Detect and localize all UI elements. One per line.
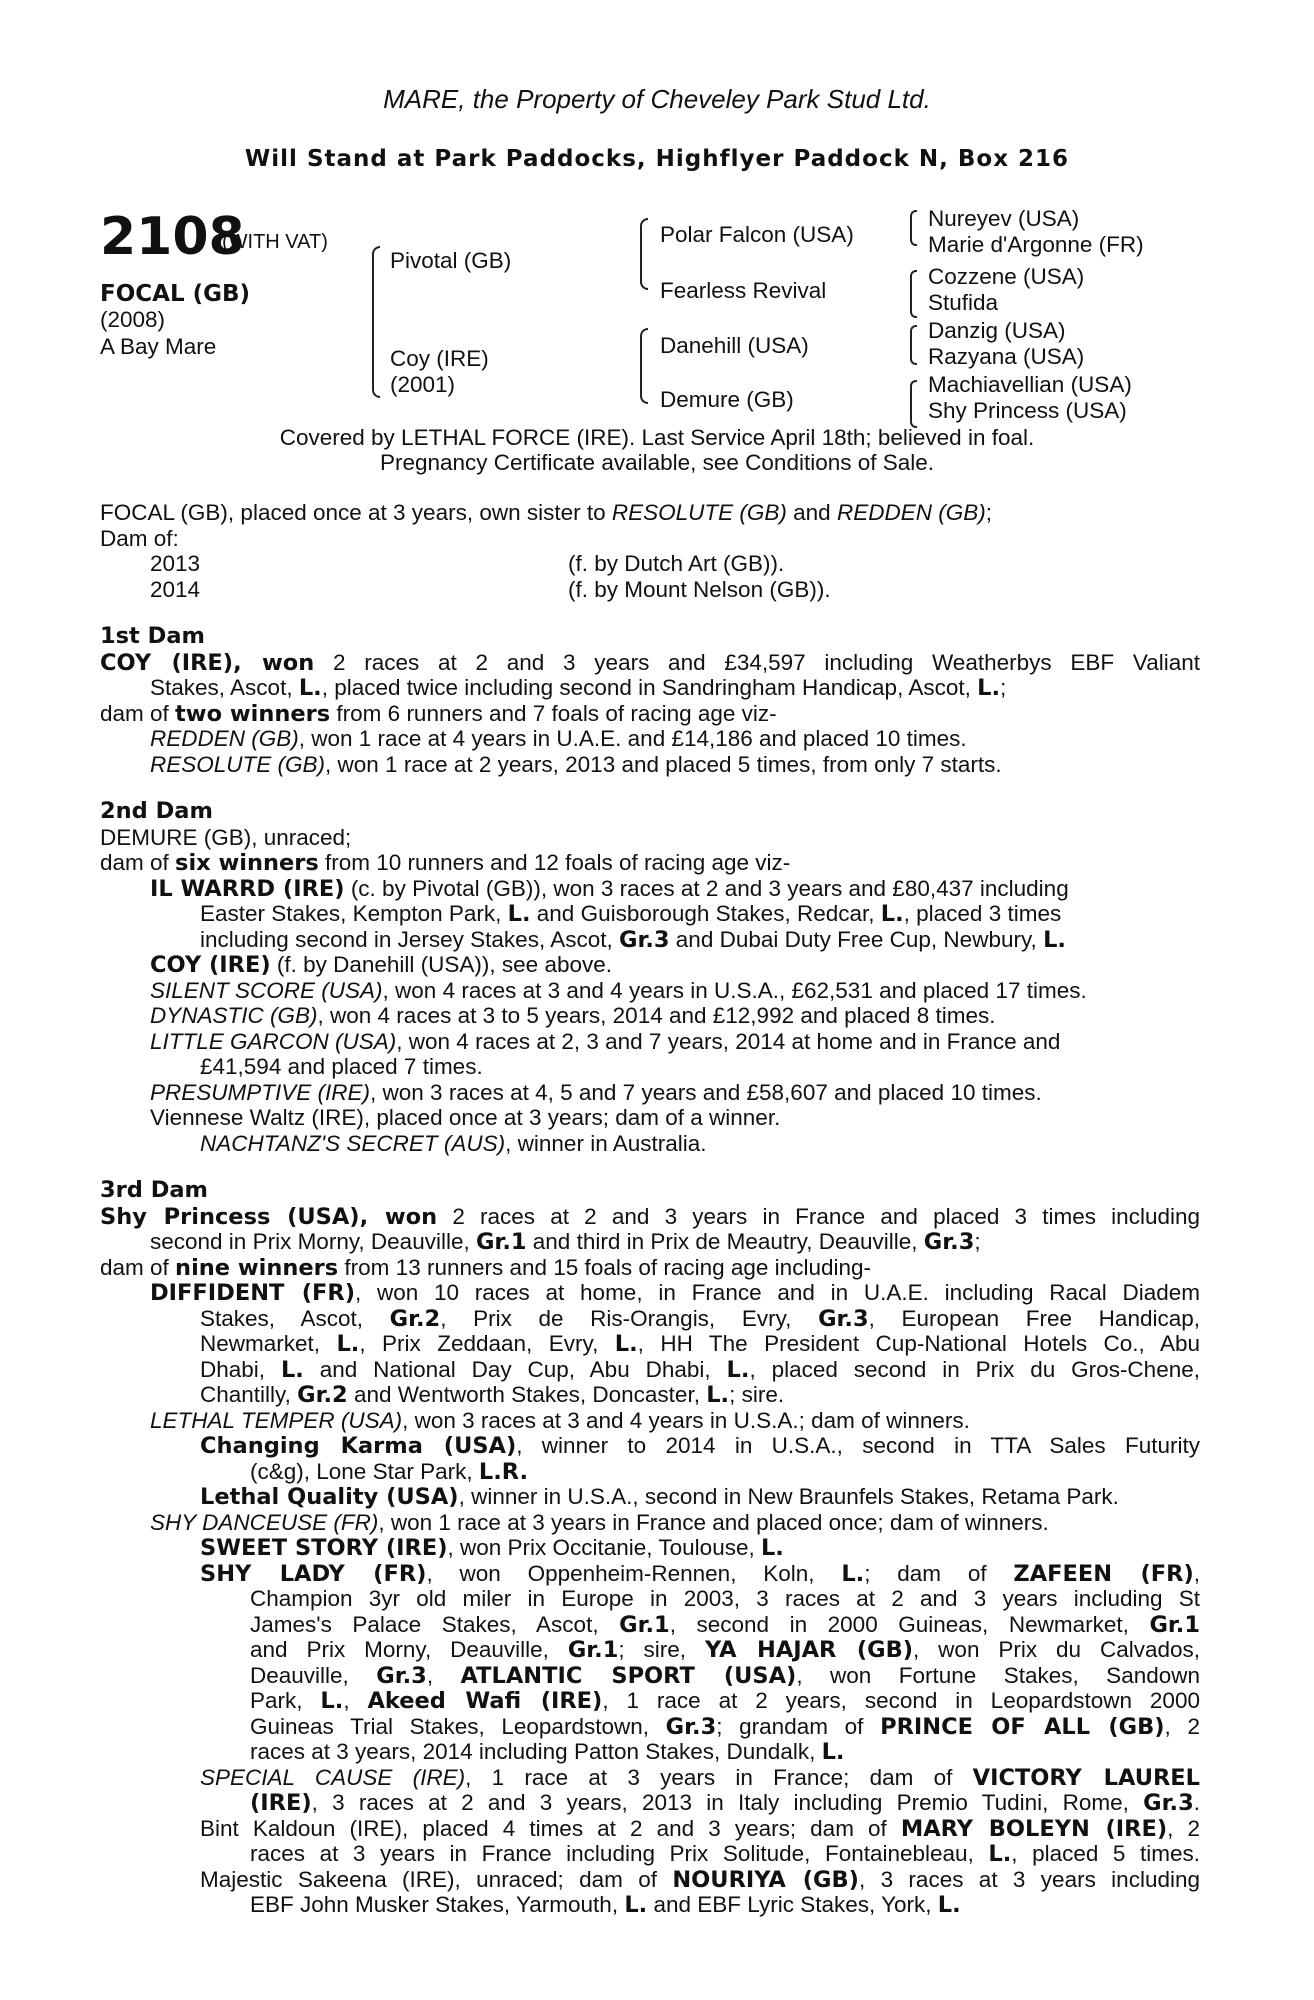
produce-row: 2014 (f. by Mount Nelson (GB)). <box>150 576 831 602</box>
third-dam-line: SPECIAL CAUSE (IRE), 1 race at 3 years in France; dam of VICTORY LAUREL <box>200 1764 1200 1791</box>
cover-note: Covered by LETHAL FORCE (IRE). Last Service April 18th; believed in foal. <box>279 425 1035 450</box>
pedigree-brace-main <box>372 246 380 398</box>
second-dam-line: NACHTANZ'S SECRET (AUS), winner in Australia. <box>200 1130 707 1156</box>
third-dam-line: James's Palace Stakes, Ascot, Gr.1, second in 2000 Guineas, Newmarket, Gr.1 <box>250 1611 1200 1638</box>
third-dam-line: Changing Karma (USA), winner to 2014 in U.S.A., second in TTA Sales Futurity <box>200 1433 1200 1459</box>
pedigree-sire: Pivotal (GB) <box>390 248 512 273</box>
first-dam-line: REDDEN (GB), won 1 race at 4 years in U.A.E. and £14,186 and placed 10 times. <box>150 726 967 751</box>
third-dam-line: and Prix Morny, Deauville, Gr.1; sire, YA HAJAR (GB), won Prix du Calvados, <box>250 1637 1201 1663</box>
vat-note: (WITH VAT) <box>222 231 328 253</box>
second-dam-line: IL WARRD (IRE) (c. by Pivotal (GB)), won 3 races at 2 and 3 years and £80,437 including <box>150 875 1069 902</box>
pedigree-brace-sd <box>910 270 917 318</box>
second-dam-line: LITTLE GARCON (USA), won 4 races at 2, 3 and 7 years, 2014 at home and in France and <box>150 1028 1061 1054</box>
third-dam-line: Lethal Quality (USA), winner in U.S.A., second in New Braunfels Stakes, Retama Park. <box>200 1484 1119 1510</box>
third-dam-line: Park, L., Akeed Wafi (IRE), 1 race at 2 years, second in Leopardstown 2000 <box>250 1688 1200 1714</box>
third-dam-line: dam of nine winners from 13 runners and 15 foals of racing age including- <box>100 1254 871 1281</box>
second-dam-line: COY (IRE) (f. by Danehill (USA)), see above. <box>150 952 612 978</box>
pedigree-brace-ds <box>910 325 917 365</box>
pedigree-brace-dam <box>640 328 648 404</box>
second-dam-line: SILENT SCORE (USA), won 4 races at 3 and 4 years in U.S.A., £62,531 and placed 17 times. <box>150 977 1087 1003</box>
second-dam-line: £41,594 and placed 7 times. <box>200 1054 483 1079</box>
pedigree-dsd: Razyana (USA) <box>928 344 1085 369</box>
second-dam-line: including second in Jersey Stakes, Ascot, Gr.3 and Dubai Duty Free Cup, Newbury, L. <box>200 926 1066 953</box>
third-dam-line: Majestic Sakeena (IRE), unraced; dam of NOURIYA (GB), 3 races at 3 years including <box>200 1866 1200 1893</box>
third-dam-line: DIFFIDENT (FR), won 10 races at home, in France and in U.A.E. including Racal Diadem <box>150 1280 1200 1306</box>
third-dam-line: races at 3 years in France including Prix Solitude, Fontainebleau, L., placed 5 times. <box>250 1841 1200 1867</box>
third-dam-line: Dhabi, L. and National Day Cup, Abu Dhabi, L., placed second in Prix du Gros-Chene, <box>200 1356 1200 1383</box>
first-dam-line: dam of two winners from 6 runners and 7 foals of racing age viz- <box>100 700 777 727</box>
first-dam-line: Stakes, Ascot, L., placed twice including second in Sandringham Handicap, Ascot, L.; <box>150 675 1007 701</box>
pedigree-sds: Cozzene (USA) <box>928 264 1085 289</box>
foaling-year: (2008) <box>100 307 166 332</box>
dam-of-label: Dam of: <box>100 525 179 551</box>
third-dam-line: EBF John Musker Stakes, Yarmouth, L. and EBF Lyric Stakes, York, L. <box>250 1892 961 1918</box>
stand-location: Will Stand at Park Paddocks, Highflyer Paddock N, Box 216 <box>244 146 1070 172</box>
horse-description: A Bay Mare <box>100 334 217 359</box>
third-dam-line: Deauville, Gr.3, ATLANTIC SPORT (USA), won Fortune Stakes, Sandown <box>250 1662 1201 1689</box>
second-dam-line: Easter Stakes, Kempton Park, L. and Guisborough Stakes, Redcar, L., placed 3 times <box>200 901 1062 927</box>
second-dam-heading: 2nd Dam <box>100 798 213 824</box>
produce-intro: FOCAL (GB), placed once at 3 years, own sister to RESOLUTE (GB) and REDDEN (GB); <box>100 500 992 525</box>
third-dam-line: SHY DANCEUSE (FR), won 1 race at 3 years in France and placed once; dam of winners. <box>150 1509 1049 1535</box>
third-dam-line: SHY LADY (FR), won Oppenheim-Rennen, Koln, L.; dam of ZAFEEN (FR), <box>200 1560 1200 1587</box>
third-dam-line: Shy Princess (USA), won 2 races at 2 and 3 years in France and placed 3 times including <box>100 1203 1200 1230</box>
third-dam-line: (IRE), 3 races at 2 and 3 years, 2013 in Italy including Premio Tudini, Rome, Gr.3. <box>250 1790 1200 1816</box>
pedigree-dam-dam: Demure (GB) <box>660 387 794 412</box>
third-dam-line: SWEET STORY (IRE), won Prix Occitanie, Toulouse, L. <box>200 1535 784 1561</box>
third-dam-line: Stakes, Ascot, Gr.2, Prix de Ris-Orangis, Evry, Gr.3, European Free Handicap, <box>200 1305 1201 1332</box>
horse-name: FOCAL (GB) <box>100 281 251 307</box>
third-dam-line: Guineas Trial Stakes, Leopardstown, Gr.3; grandam of PRINCE OF ALL (GB), 2 <box>250 1713 1200 1740</box>
pedigree-sss: Nureyev (USA) <box>928 206 1080 231</box>
second-dam-line: DEMURE (GB), unraced; <box>100 824 352 850</box>
third-dam-heading: 3rd Dam <box>100 1177 208 1203</box>
first-dam-line: RESOLUTE (GB), won 1 race at 2 years, 2013 and placed 5 times, from only 7 starts. <box>150 751 1002 777</box>
third-dam-line: Bint Kaldoun (IRE), placed 4 times at 2 and 3 years; dam of MARY BOLEYN (IRE), 2 <box>200 1815 1200 1842</box>
pedigree-dss: Danzig (USA) <box>928 318 1066 343</box>
third-dam-line: Newmarket, L., Prix Zeddaan, Evry, L., HH The President Cup-National Hotels Co., Abu <box>200 1331 1201 1357</box>
second-dam-line: Viennese Waltz (IRE), placed once at 3 years; dam of a winner. <box>150 1105 781 1130</box>
pedigree-dam: Coy (IRE) <box>390 346 489 371</box>
second-dam-line: DYNASTIC (GB), won 4 races at 3 to 5 years, 2014 and £12,992 and placed 8 times. <box>150 1003 996 1028</box>
catalogue-title: MARE, the Property of Cheveley Park Stud Ltd. <box>383 84 931 114</box>
first-dam-heading: 1st Dam <box>100 623 205 649</box>
produce-row: 2013 (f. by Dutch Art (GB)). <box>150 551 785 576</box>
second-dam-line: dam of six winners from 10 runners and 12 foals of racing age viz- <box>100 850 791 876</box>
pedigree-dds: Machiavellian (USA) <box>928 372 1132 397</box>
second-dam-line: PRESUMPTIVE (IRE), won 3 races at 4, 5 and 7 years and £58,607 and placed 10 times. <box>150 1079 1042 1105</box>
first-dam-line: COY (IRE), won 2 races at 2 and 3 years and £34,597 including Weatherbys EBF Valiant <box>100 649 1200 676</box>
pedigree-sire-dam: Fearless Revival <box>660 278 827 303</box>
pedigree-dam-sire: Danehill (USA) <box>660 333 809 358</box>
third-dam-line: second in Prix Morny, Deauville, Gr.1 and third in Prix de Meautry, Deauville, Gr.3; <box>150 1229 981 1255</box>
pedigree-dam-year: (2001) <box>390 372 456 397</box>
pedigree-brace-ss <box>910 210 917 246</box>
pregnancy-note: Pregnancy Certificate available, see Conditions of Sale. <box>379 450 935 475</box>
lot-number: 2108 <box>100 207 245 267</box>
catalogue-body <box>100 500 1200 1918</box>
pedigree-sire-sire: Polar Falcon (USA) <box>660 222 854 247</box>
pedigree-ddd: Shy Princess (USA) <box>928 398 1127 423</box>
pedigree-brace-dd <box>910 380 917 428</box>
pedigree-ssd: Marie d'Argonne (FR) <box>928 232 1144 257</box>
pedigree-sdd: Stufida <box>928 290 999 315</box>
third-dam-line: LETHAL TEMPER (USA), won 3 races at 3 and 4 years in U.S.A.; dam of winners. <box>150 1407 970 1433</box>
third-dam-line: races at 3 years, 2014 including Patton Stakes, Dundalk, L. <box>250 1739 845 1765</box>
pedigree-brace-sire <box>640 218 648 290</box>
third-dam-line: Champion 3yr old miler in Europe in 2003, 3 races at 2 and 3 years including St <box>250 1586 1200 1611</box>
third-dam-line: Chantilly, Gr.2 and Wentworth Stakes, Doncaster, L.; sire. <box>200 1382 785 1408</box>
third-dam-line: (c&g), Lone Star Park, L.R. <box>250 1458 529 1485</box>
